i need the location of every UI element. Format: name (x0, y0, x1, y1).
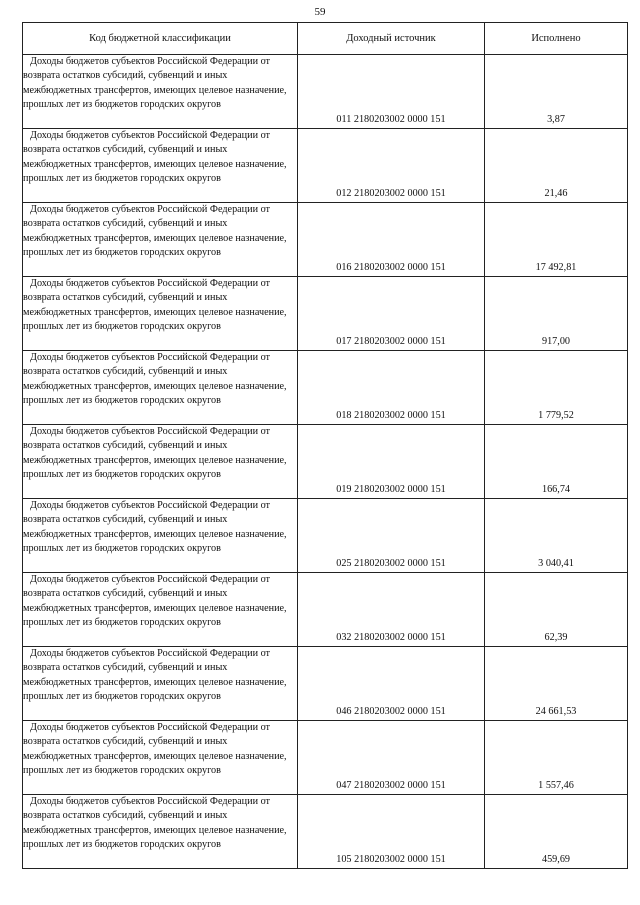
row-executed-amount: 17 492,81 (485, 203, 628, 277)
row-income-code: 019 2180203002 0000 151 (298, 425, 485, 499)
table-row (23, 647, 628, 721)
row-executed-amount: 24 661,53 (485, 647, 628, 721)
row-executed-amount: 3,87 (485, 55, 628, 129)
table-row (23, 499, 628, 573)
row-description: Доходы бюджетов субъектов Российской Федерации от возврата остатков субсидий, субвенций и иных межбюджетных трансфертов, имеющих целевое назначение, прошлых лет из бюджетов городских округов (23, 55, 298, 129)
row-description: Доходы бюджетов субъектов Российской Федерации от возврата остатков субсидий, субвенций и иных межбюджетных трансфертов, имеющих целевое назначение, прошлых лет из бюджетов городских округов (23, 721, 298, 795)
row-description: Доходы бюджетов субъектов Российской Федерации от возврата остатков субсидий, субвенций и иных межбюджетных трансфертов, имеющих целевое назначение, прошлых лет из бюджетов городских округов (23, 277, 298, 351)
table-row (23, 573, 628, 647)
row-income-code: 016 2180203002 0000 151 (298, 203, 485, 277)
table-row (23, 425, 628, 499)
row-description: Доходы бюджетов субъектов Российской Федерации от возврата остатков субсидий, субвенций и иных межбюджетных трансфертов, имеющих целевое назначение, прошлых лет из бюджетов городских округов (23, 425, 298, 499)
table-header-row (23, 23, 628, 55)
table-body (23, 55, 628, 869)
row-executed-amount: 1 557,46 (485, 721, 628, 795)
row-executed-amount: 917,00 (485, 277, 628, 351)
row-executed-amount: 166,74 (485, 425, 628, 499)
row-description: Доходы бюджетов субъектов Российской Федерации от возврата остатков субсидий, субвенций и иных межбюджетных трансфертов, имеющих целевое назначение, прошлых лет из бюджетов городских округов (23, 203, 298, 277)
row-executed-amount: 3 040,41 (485, 499, 628, 573)
row-description: Доходы бюджетов субъектов Российской Федерации от возврата остатков субсидий, субвенций и иных межбюджетных трансфертов, имеющих целевое назначение, прошлых лет из бюджетов городских округов (23, 351, 298, 425)
row-description: Доходы бюджетов субъектов Российской Федерации от возврата остатков субсидий, субвенций и иных межбюджетных трансфертов, имеющих целевое назначение, прошлых лет из бюджетов городских округов (23, 647, 298, 721)
table-row (23, 129, 628, 203)
header-executed: Исполнено (485, 23, 628, 55)
table-row (23, 721, 628, 795)
table-row (23, 277, 628, 351)
row-description: Доходы бюджетов субъектов Российской Федерации от возврата остатков субсидий, субвенций и иных межбюджетных трансфертов, имеющих целевое назначение, прошлых лет из бюджетов городских округов (23, 573, 298, 647)
row-income-code: 018 2180203002 0000 151 (298, 351, 485, 425)
budget-table (22, 22, 628, 869)
row-income-code: 032 2180203002 0000 151 (298, 573, 485, 647)
row-income-code: 017 2180203002 0000 151 (298, 277, 485, 351)
row-income-code: 047 2180203002 0000 151 (298, 721, 485, 795)
row-income-code: 012 2180203002 0000 151 (298, 129, 485, 203)
row-income-code: 105 2180203002 0000 151 (298, 795, 485, 869)
row-description: Доходы бюджетов субъектов Российской Федерации от возврата остатков субсидий, субвенций и иных межбюджетных трансфертов, имеющих целевое назначение, прошлых лет из бюджетов городских округов (23, 499, 298, 573)
table-row (23, 795, 628, 869)
row-executed-amount: 1 779,52 (485, 351, 628, 425)
row-description: Доходы бюджетов субъектов Российской Федерации от возврата остатков субсидий, субвенций и иных межбюджетных трансфертов, имеющих целевое назначение, прошлых лет из бюджетов городских округов (23, 129, 298, 203)
header-classification-code: Код бюджетной классификации (23, 23, 298, 55)
row-executed-amount: 62,39 (485, 573, 628, 647)
row-description: Доходы бюджетов субъектов Российской Федерации от возврата остатков субсидий, субвенций и иных межбюджетных трансфертов, имеющих целевое назначение, прошлых лет из бюджетов городских округов (23, 795, 298, 869)
header-income-source: Доходный источник (298, 23, 485, 55)
row-income-code: 046 2180203002 0000 151 (298, 647, 485, 721)
table-row (23, 55, 628, 129)
row-income-code: 011 2180203002 0000 151 (298, 55, 485, 129)
row-income-code: 025 2180203002 0000 151 (298, 499, 485, 573)
table-row (23, 351, 628, 425)
page-number: 59 (314, 6, 326, 18)
table-row (23, 203, 628, 277)
row-executed-amount: 459,69 (485, 795, 628, 869)
row-executed-amount: 21,46 (485, 129, 628, 203)
